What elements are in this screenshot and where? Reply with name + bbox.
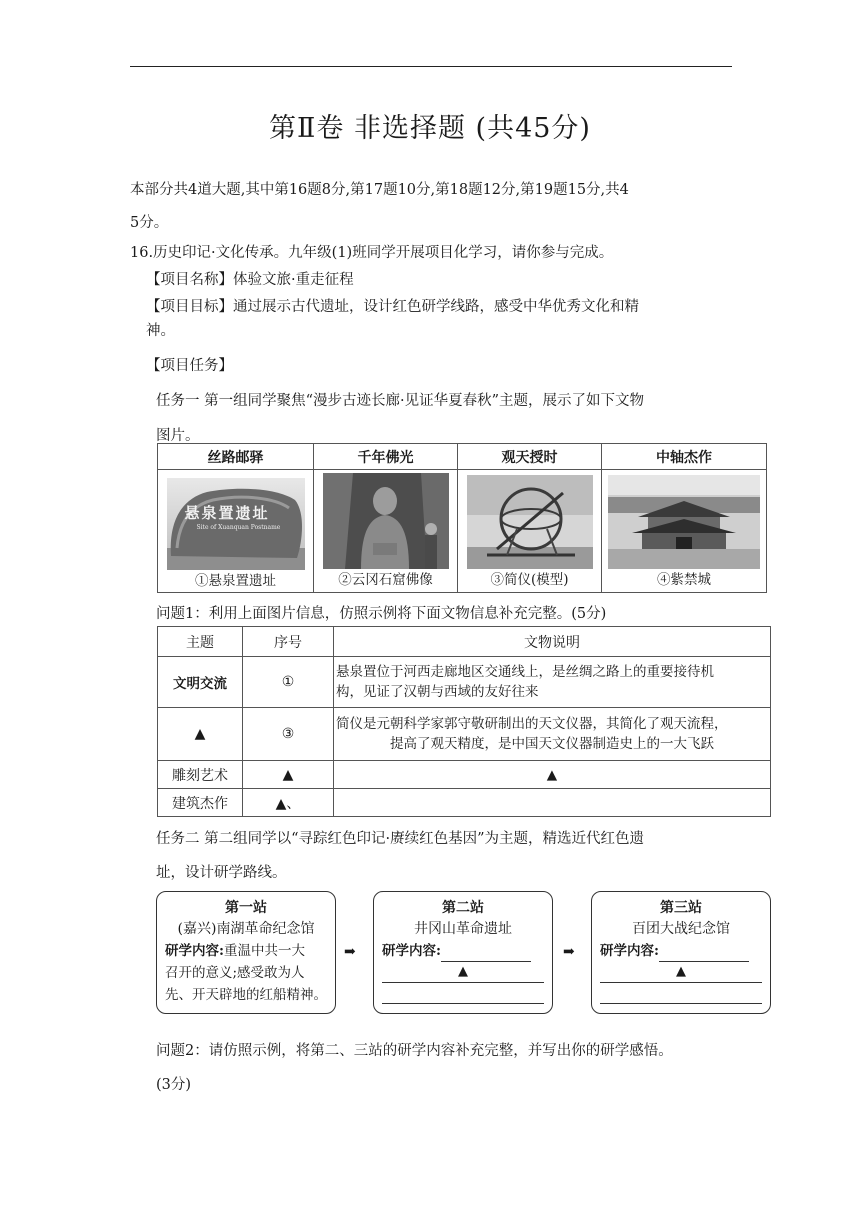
task-2-text-cont: 址，设计研学路线。 (156, 865, 287, 881)
intro-text-cont: 5分。 (130, 215, 169, 231)
task-2-text: 任务二 第二组同学以“寻踪红色印记·赓续红色基因”为主题，精选近代红色遗 (156, 831, 645, 847)
photo-caption-2: ②云冈石窟佛像 (338, 572, 433, 588)
row-description (334, 657, 771, 708)
question-1-text: 问题1：利用上面图片信息，仿照示例将下面文物信息补充完整。(5分) (156, 606, 607, 622)
row-number-blank: ▲、 (243, 789, 334, 817)
question-2-text: 问题2：请仿照示例，将第二、三站的研学内容补充完整，并写出你的研学感悟。 (156, 1043, 673, 1059)
photo-header-astronomy: 观天授时 (458, 444, 602, 470)
xuanquanzhi-stone-photo (167, 478, 305, 570)
row-theme: 建筑杰作 (158, 789, 243, 817)
project-task: 【项目任务】 (146, 358, 233, 374)
page-title: 第Ⅱ卷 非选择题 (共45分) (269, 113, 591, 144)
answer-blank-line[interactable] (659, 947, 749, 962)
answer-blank-line[interactable]: ▲ (382, 962, 544, 983)
station-content (165, 940, 327, 962)
station-content-label: 研学内容: (382, 943, 441, 959)
photo-header-buddha: 千年佛光 (314, 444, 458, 470)
answer-blank-line[interactable]: ▲ (600, 962, 762, 983)
table-row (158, 789, 771, 817)
forbidden-city-photo (608, 475, 760, 569)
task-1-text-cont: 图片。 (156, 428, 200, 444)
row-theme-blank: ▲ (158, 708, 243, 761)
table-row (158, 657, 771, 708)
row-theme: 雕刻艺术 (158, 761, 243, 789)
station-content-text: 重温中共一大 (223, 943, 305, 959)
station-content-label: 研学内容: (165, 943, 224, 959)
stone-inscription-en: Site of Xuanquan Postname (196, 524, 281, 531)
answer-blank-line[interactable] (600, 983, 762, 1004)
station-title: 第二站 (442, 900, 484, 916)
row-number: ① (243, 657, 334, 708)
station-name: (嘉兴)南湖革命纪念馆 (177, 921, 315, 937)
row-description-line: 悬泉置位于河西走廊地区交通线上，是丝绸之路上的重要接待机 (336, 664, 714, 680)
row-description-blank: ▲ (334, 761, 771, 789)
info-header-description: 文物说明 (334, 627, 771, 657)
station-content (382, 940, 544, 962)
question-2-score: (3分) (156, 1077, 192, 1093)
station-content-label: 研学内容: (600, 943, 659, 959)
row-number: ③ (243, 708, 334, 761)
project-goal-cont: 神。 (146, 323, 175, 339)
photo-cell-forbidden-city (602, 470, 767, 593)
station-content-text: 先、开天辟地的红船精神。 (165, 987, 327, 1003)
task-1-text: 任务一 第一组同学聚焦“漫步古迹长廊·见证华夏春秋”主题，展示了如下文物 (156, 393, 645, 409)
row-description-empty (334, 789, 771, 817)
info-header-number: 序号 (243, 627, 334, 657)
question-16-stem: 16.历史印记·文化传承。九年级(1)班同学开展项目化学习，请你参与完成。 (130, 245, 614, 261)
arrow-right-icon: ➡ (344, 944, 356, 960)
table-row (158, 708, 771, 761)
station-name: 百团大战纪念馆 (632, 921, 730, 937)
row-description-line: 提高了观天精度，是中国天文仪器制造史上的一大飞跃 (390, 736, 714, 752)
intro-text: 本部分共4道大题,其中第16题8分,第17题10分,第18题12分,第19题15分,共4 (130, 182, 629, 198)
station-3-box (591, 891, 771, 1014)
station-content (600, 940, 762, 962)
station-2-box (373, 891, 553, 1014)
top-rule (130, 66, 732, 67)
artifact-info-table (157, 626, 771, 817)
row-number-blank: ▲ (243, 761, 334, 789)
row-theme: 文明交流 (158, 657, 243, 708)
station-title: 第一站 (225, 900, 267, 916)
info-header-theme: 主题 (158, 627, 243, 657)
photo-cell-jianyi (458, 470, 602, 593)
photo-cell-yungang (314, 470, 458, 593)
answer-blank-line[interactable] (382, 983, 544, 1004)
photo-caption-1: ①悬泉置遗址 (195, 573, 276, 589)
photo-caption-4: ④紫禁城 (657, 572, 711, 588)
photo-cell-xuanquanzhi (158, 470, 314, 593)
photo-header-palace: 中轴杰作 (602, 444, 767, 470)
answer-blank-line[interactable] (441, 947, 531, 962)
jianyi-instrument-photo (467, 475, 593, 569)
station-title: 第三站 (660, 900, 702, 916)
arrow-right-icon: ➡ (563, 944, 575, 960)
row-description-line: 简仪是元朝科学家郭守敬研制出的天文仪器，其简化了观天流程， (336, 716, 728, 732)
row-description (334, 708, 771, 761)
station-1-box (156, 891, 336, 1014)
project-goal: 【项目目标】通过展示古代遗址，设计红色研学线路，感受中华优秀文化和精 (146, 299, 639, 315)
row-description-line: 构，见证了汉朝与西域的友好往来 (336, 684, 539, 700)
artifact-photo-table (157, 443, 767, 593)
photo-caption-3: ③简仪(模型) (490, 572, 569, 588)
station-content-text: 召开的意义;感受敢为人 (165, 965, 305, 981)
photo-header-silk-road: 丝路邮驿 (158, 444, 314, 470)
station-name: 井冈山革命遗址 (414, 921, 512, 937)
project-name: 【项目名称】体验文旅·重走征程 (146, 272, 354, 288)
yungang-buddha-photo (323, 473, 449, 569)
table-row (158, 761, 771, 789)
stone-inscription: 悬泉置遗址 (184, 504, 270, 522)
